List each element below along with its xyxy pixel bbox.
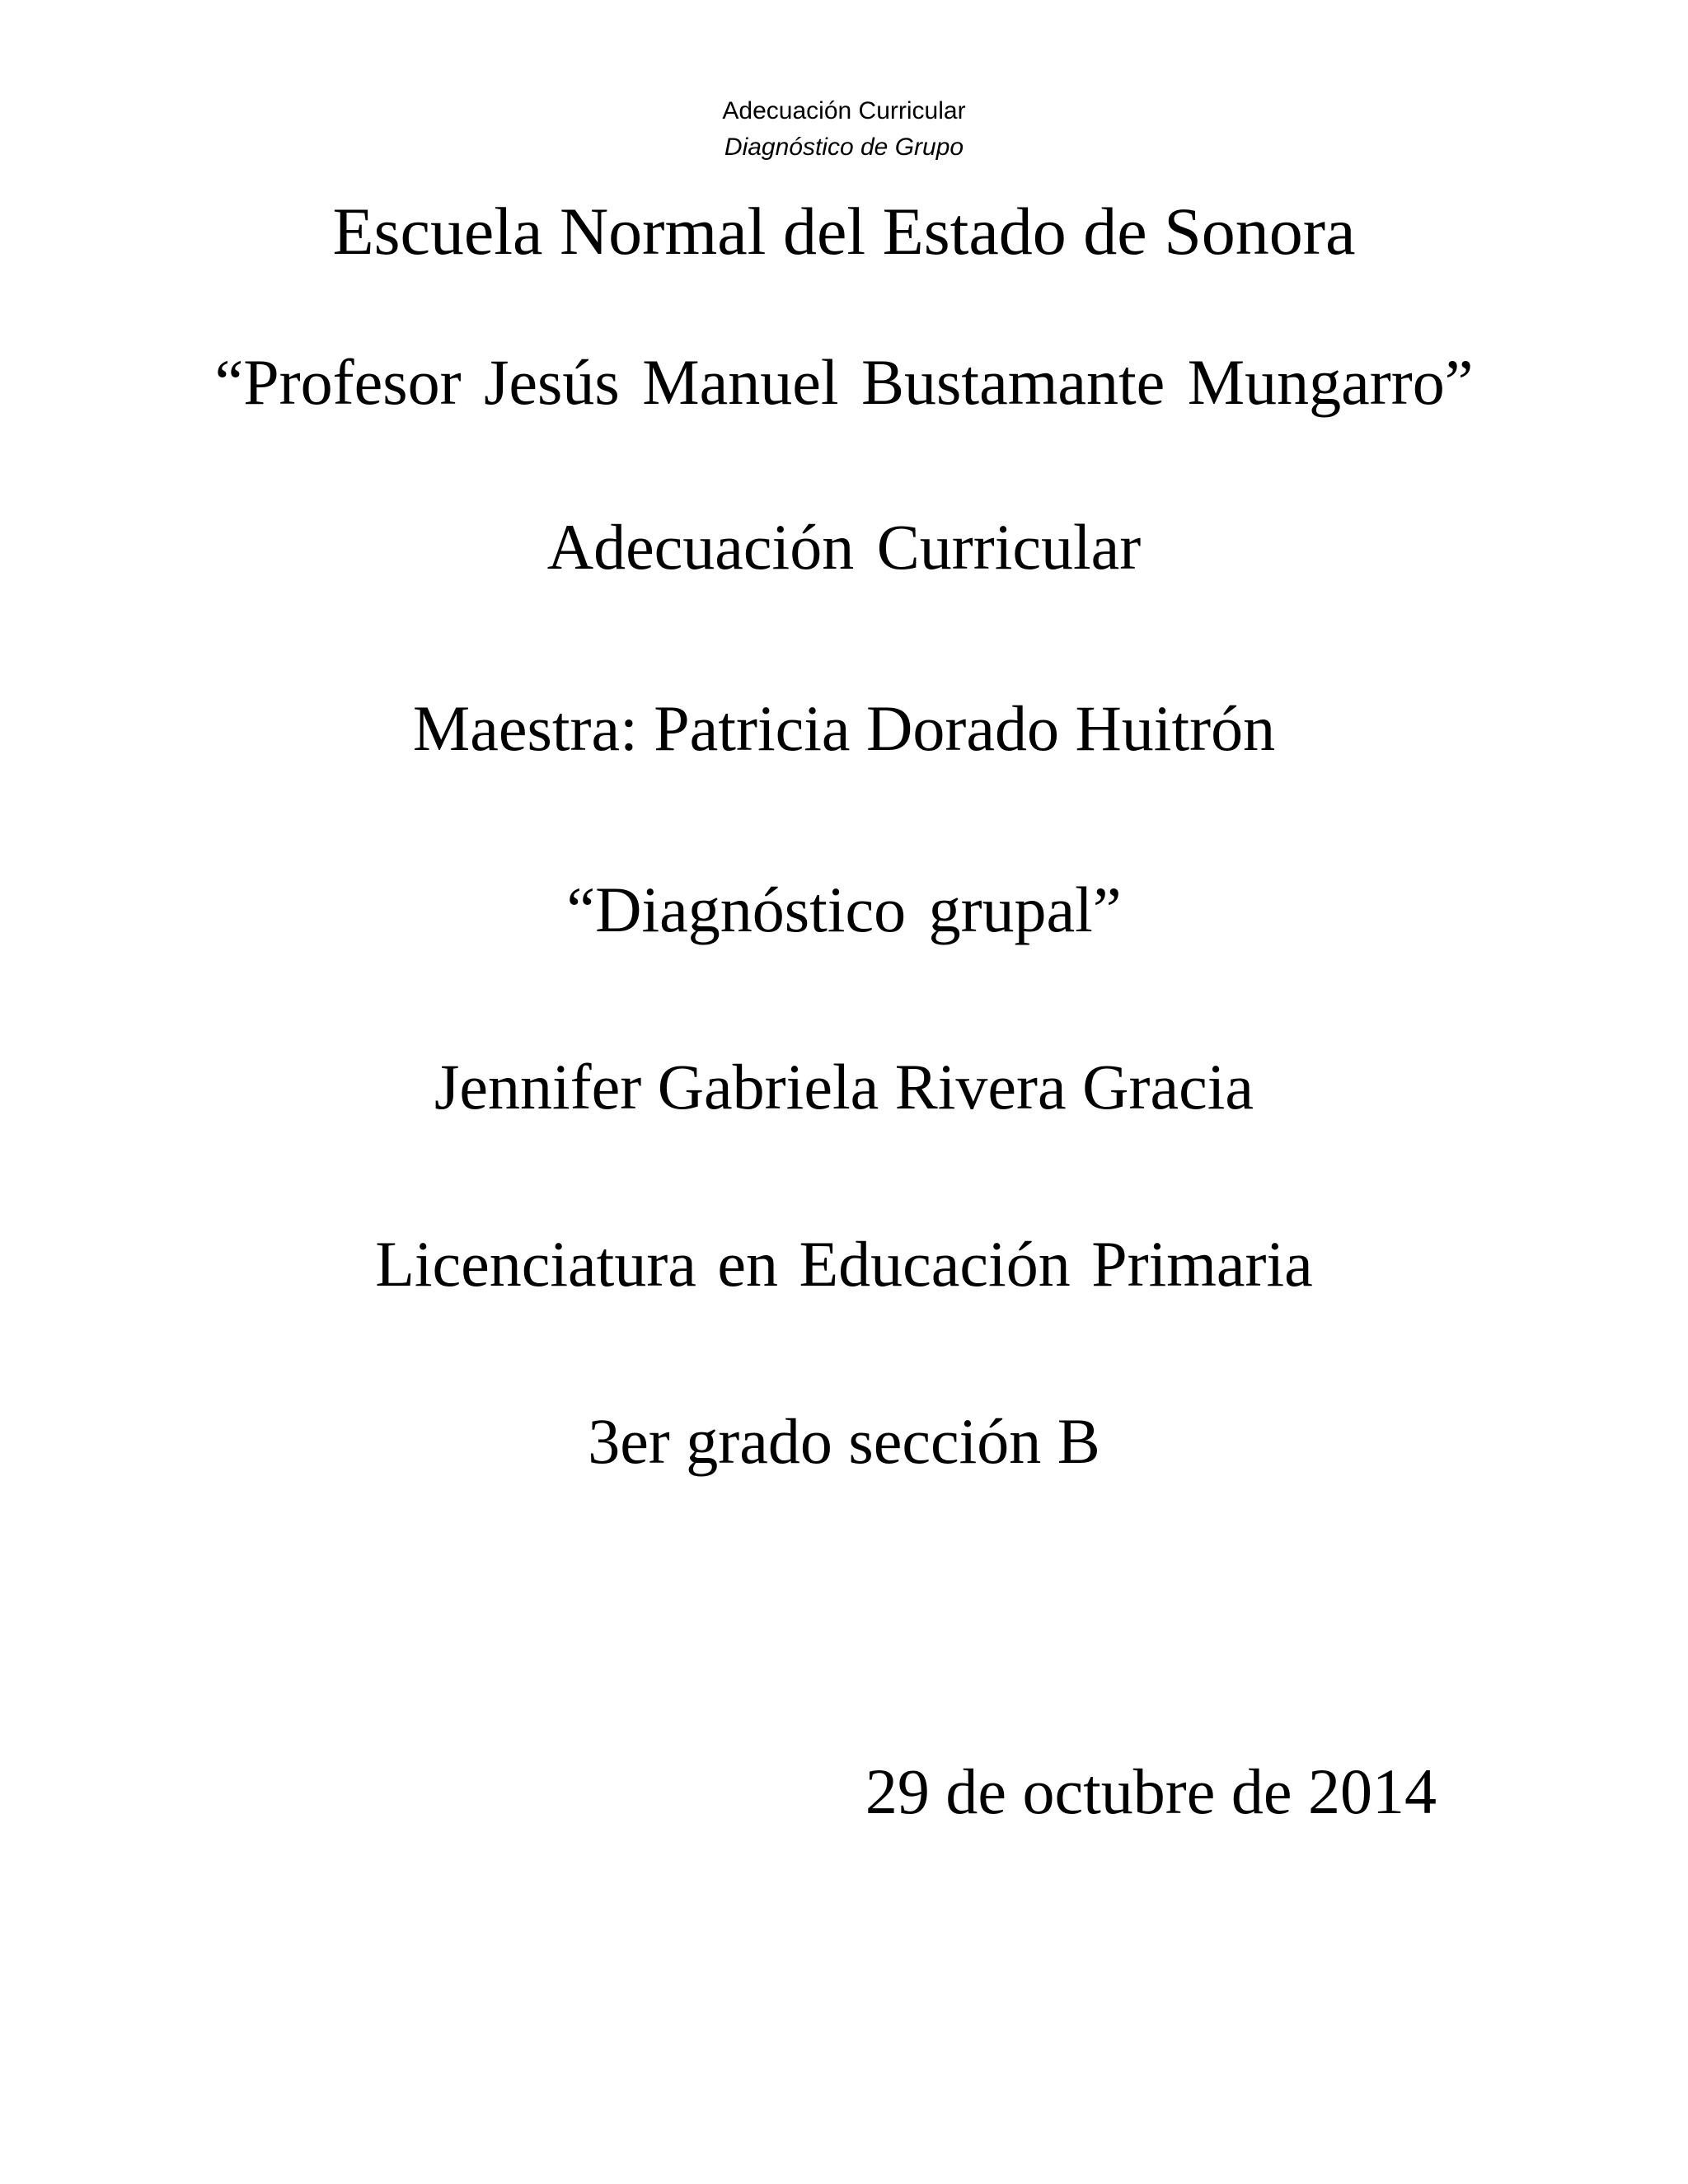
teacher-name: Maestra: Patricia Dorado Huitrón	[412, 692, 1276, 764]
submission-date: 29 de octubre de 2014	[865, 1755, 1437, 1827]
running-header-title: Adecuación Curricular	[722, 97, 966, 124]
school-name: Escuela Normal del Estado de Sonora	[332, 194, 1356, 269]
grade-section: 3er grado sección B	[588, 1405, 1100, 1477]
assignment-title: “Diagnóstico grupal”	[566, 874, 1122, 945]
school-honoree: “Profesor Jesús Manuel Bustamante Mungarro”	[214, 346, 1474, 418]
degree-program: Licenciatura en Educación Primaria	[375, 1228, 1313, 1300]
course-name: Adecuación Curricular	[546, 511, 1142, 583]
student-name: Jennifer Gabriela Rivera Gracia	[434, 1051, 1254, 1122]
running-header-subtitle: Diagnóstico de Grupo	[724, 134, 964, 161]
